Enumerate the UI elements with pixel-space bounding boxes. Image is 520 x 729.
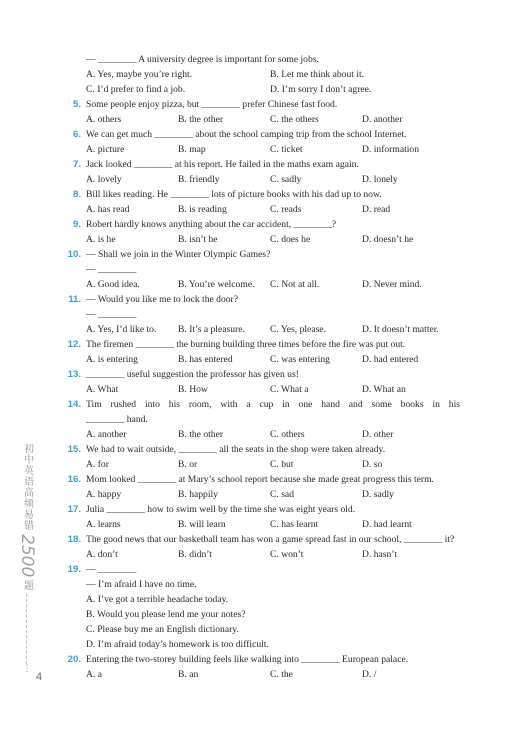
answer-options [86,547,460,562]
text-line: — I’m afraid I have no time. [86,579,197,590]
question-stem [67,652,460,667]
question-number: 5. [72,99,81,110]
question-number: 6. [72,129,81,140]
question-stem [67,397,460,412]
answer-options [86,277,460,292]
question-text: — ________ [86,564,137,575]
question-stem [67,472,460,487]
sidebar-divider [26,594,28,664]
question-stem [72,217,460,232]
question-number: 11. [68,294,81,305]
answer-options [86,82,460,97]
answer-option: D. read [362,204,391,215]
answer-option: D. information [362,144,420,155]
answer-option: B. the other [178,429,224,440]
answer-option: B. happily [178,489,218,500]
answer-option: A. is he [86,234,116,245]
answer-option: A. for [86,459,109,470]
answer-option: D. so [362,459,383,470]
question-text: Jack looked ________ at his report. He failed in the maths exam again. [86,159,359,170]
answer-option: D. / [362,669,377,680]
question-text: Robert hardly knows anything about the car accident, ________? [86,219,337,230]
question-number: 8. [72,189,81,200]
answer-option: A. Yes, maybe you’re right. [86,69,193,80]
answer-option: B. Let me think about it. [270,69,365,80]
answer-option: C. but [270,459,294,470]
answer-option: A. don’t [86,549,118,560]
answer-options [86,232,460,247]
question-stem [72,97,460,112]
answer-options [86,67,460,82]
answer-options [86,667,460,682]
answer-option: C. won’t [270,549,304,560]
question-stem [67,502,460,517]
answer-option: B. is reading [178,204,227,215]
answer-options [86,142,460,157]
answer-option: C. sad [270,489,294,500]
sidebar-dots: ⋮ [22,664,32,675]
answer-options [86,382,460,397]
text-line: — ________ [86,309,137,320]
answer-option: D. other [362,429,394,440]
answer-option: B. It’s a pleasure. [178,324,245,335]
page-number: 4 [36,671,43,683]
question-number: 13. [67,369,81,380]
answer-option: D. It doesn’t matter. [362,324,439,335]
answer-option: B. an [178,669,199,680]
answer-option: D. had learnt [362,519,412,530]
answer-option: C. was entering [270,354,330,365]
question-stem [67,442,460,457]
question-stem [72,187,460,202]
answer-option: B. How [178,384,208,395]
sidebar [12,443,42,675]
answer-option: C. others [270,429,305,440]
question-text: Julia ________ how to swim well by the time she was eight years old. [86,504,356,515]
answer-option: D. had entered [362,354,419,365]
question-number: 15. [67,444,81,455]
question-stem [72,157,460,172]
question-number: 9. [72,219,81,230]
text-line: — ________ A university degree is important for some jobs. [86,54,319,65]
question-number: 16. [67,474,81,485]
answer-option: B. will learn [178,519,226,530]
question-text: — Would you like me to lock the door? [86,294,238,305]
answer-option: C. ticket [270,144,303,155]
answer-option: D. hasn’t [362,549,397,560]
answer-option: B. has entered [178,354,233,365]
question-text: The firemen ________ the burning building three times before the fire was put out. [86,339,406,350]
answer-option: A. picture [86,144,125,155]
answer-options [86,457,460,472]
text-line: D. I’m afraid today’s homework is too difficult. [86,639,269,650]
book-number: 2500 [17,534,37,578]
answer-options [86,352,460,367]
question-text: Mom looked ________ at Mary’s school report because she made great progress this term. [86,474,434,485]
question-text: ________ useful suggestion the professor has given us! [86,369,299,380]
answer-option: B. or [178,459,198,470]
answer-option: D. another [362,114,403,125]
answer-options [86,427,460,442]
answer-option: C. sadly [270,174,302,185]
question-stem [72,127,460,142]
question-text: Entering the two-storey building feels like walking into ________ European palace. [86,654,409,665]
answer-option: C. What a [270,384,309,395]
question-number: 17. [67,504,81,515]
answer-option: A. Yes, I’d like to. [86,324,157,335]
question-number: 12. [67,339,81,350]
question-text: The good news that our basketball team has won a game spread fast in our school, ________ it? [86,534,455,545]
answer-option: A. happy [86,489,122,500]
answer-option: D. doesn’t he [362,234,414,245]
question-list [67,52,460,682]
answer-option: A. lovely [86,174,122,185]
book-title: 初中英语高频易错 [21,443,33,531]
answer-option: A. learns [86,519,121,530]
question-number: 7. [72,159,81,170]
question-number: 18. [67,534,81,545]
question-text: Some people enjoy pizza, but ________ prefer Chinese fast food. [86,99,338,110]
question-number: 19. [67,564,81,575]
answer-option: C. the others [270,114,319,125]
answer-option: B. friendly [178,174,220,185]
answer-option: B. the other [178,114,224,125]
answer-option: A. another [86,429,127,440]
answer-option: C. reads [270,204,302,215]
answer-option: A. others [86,114,122,125]
answer-options [86,487,460,502]
question-stem [67,337,460,352]
answer-option: B. You’re welcome. [178,279,255,290]
answer-option: D. sadly [362,489,394,500]
answer-options [86,517,460,532]
question-stem [67,367,460,382]
text-line: C. Please buy me an English dictionary. [86,624,239,635]
answer-option: C. Yes, please. [270,324,326,335]
question-number: 10. [67,249,81,260]
answer-option: D. lonely [362,174,398,185]
answer-option: A. is entering [86,354,138,365]
text-line: A. I’ve got a terrible headache today. [86,594,229,605]
question-number: 20. [67,654,81,665]
answer-options [86,202,460,217]
question-text: — Shall we join in the Winter Olympic Games? [86,249,271,260]
answer-option: C. has learnt [270,519,319,530]
answer-options [86,322,460,337]
text-line: ________ hand. [86,414,148,425]
answer-options [86,172,460,187]
answer-option: B. didn’t [178,549,212,560]
answer-option: B. map [178,144,206,155]
answer-option: B. isn’t he [178,234,218,245]
answer-option: C. does he [270,234,311,245]
answer-option: A. What [86,384,119,395]
answer-option: D. What an [362,384,406,395]
question-stem [67,532,460,547]
book-title-suffix: 题 [21,580,33,591]
answer-option: C. the [270,669,293,680]
answer-option: C. Not at all. [270,279,320,290]
question-text: Tim rushed into his room, with a cup in one hand and some books in his [86,399,460,410]
answer-option: A. Good idea. [86,279,140,290]
answer-option: A. has read [86,204,130,215]
answer-option: D. Never mind. [362,279,422,290]
question-stem [68,292,460,307]
question-text: Bill likes reading. He ________ lots of picture books with his dad up to now. [86,189,382,200]
answer-option: C. I’d prefer to find a job. [86,84,186,95]
answer-options [86,112,460,127]
text-line: B. Would you please lend me your notes? [86,609,246,620]
text-line: — ________ [86,264,137,275]
question-text: We had to wait outside, ________ all the seats in the shop were taken already. [86,444,386,455]
question-stem [67,247,460,262]
question-number: 14. [67,399,81,410]
answer-option: A. a [86,669,102,680]
question-stem [67,562,460,577]
answer-option: D. I’m sorry I don’t agree. [270,84,372,95]
question-text: We can get much ________ about the school camping trip from the school Internet. [86,129,407,140]
